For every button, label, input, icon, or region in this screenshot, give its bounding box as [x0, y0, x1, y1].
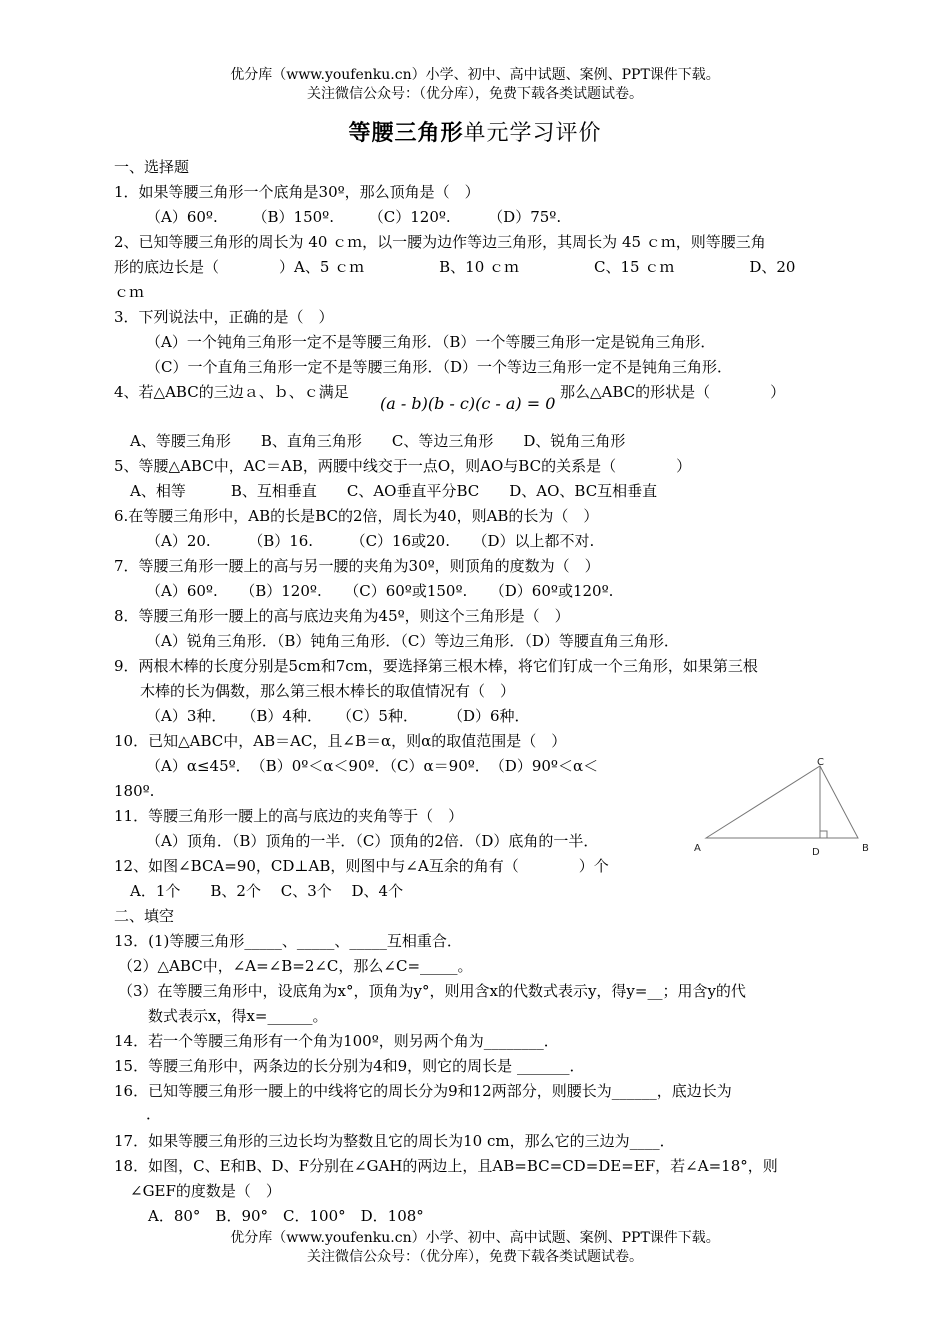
q10-options-wrap: 180º. — [114, 782, 155, 800]
header-line-2: 关注微信公众号：（优分库），免费下载各类试题试卷。 — [307, 86, 643, 102]
label-c: C — [817, 757, 824, 768]
q9-options: （A）3种． （B）4种． （C）5种． （D）6种． — [146, 707, 530, 725]
label-b: B — [862, 843, 869, 854]
q6: 6.在等腰三角形中，AB的长是BC的2倍，周长为40，则AB的长为（ ） — [114, 507, 599, 525]
q1-options: （A）60º. （B）150º. （C）120º. （D）75º. — [146, 208, 562, 226]
q13-3-line1: （3）在等腰三角形中，设底角为x°，顶角为y°，则用含x的代数式表示y，得y=__；用含y的代 — [118, 982, 746, 1000]
q2-line3: ｃｍ — [114, 283, 145, 301]
q5: 5、等腰△ABC中，AC＝AB，两腰中线交于一点O，则AO与BC的关系是（ ） — [114, 457, 692, 475]
q18-line1: 18．如图，C、E和B、D、F分别在∠GAH的两边上，且AB=BC=CD=DE=EF，若∠A=18°，则 — [114, 1157, 778, 1175]
triangle-abc — [706, 766, 858, 838]
page-title — [0, 116, 950, 147]
right-angle-mark — [820, 831, 827, 838]
q12-options: A．1个 B、2个 C、3个 D、4个 — [130, 882, 404, 900]
q9-line2: 木棒的长为偶数，那么第三根木棒长的取值情况有（ ） — [140, 682, 516, 700]
q13-1: 13．(1)等腰三角形_____、_____、_____互相重合． — [114, 932, 462, 950]
q1: 1．如果等腰三角形一个底角是30º，那么顶角是（ ） — [114, 183, 480, 201]
q16-line2: ． — [146, 1105, 162, 1123]
q16-line1: 16．已知等腰三角形一腰上的中线将它的周长分为9和12两部分，则腰长为______，底边长为 — [114, 1082, 732, 1100]
q13-2: （2）△ABC中，∠A=∠B=2∠C，那么∠C=_____。 — [118, 957, 473, 975]
header-line-1: 优分库（www.youfenku.cn）小学、初中、高中试题、案例、PPT课件下载。 — [230, 67, 720, 83]
q13-3-line2: 数式表示x，得x=______。 — [148, 1007, 328, 1025]
q11: 11．等腰三角形一腰上的高与底边的夹角等于（ ） — [114, 807, 464, 825]
q3: 3．下列说法中，正确的是（ ） — [114, 308, 334, 326]
triangle-figure — [690, 755, 880, 855]
q18-options: A．80° B．90° C．100° D．108° — [148, 1207, 424, 1225]
q4-stem: 4、若△ABC的三边ａ、ｂ、ｃ满足 — [114, 383, 349, 401]
q18-line2: ∠GEF的度数是（ ） — [130, 1182, 281, 1200]
label-a: A — [694, 843, 701, 854]
q8: 8．等腰三角形一腰上的高与底边夹角为45º，则这个三角形是（ ） — [114, 607, 570, 625]
q14: 14．若一个等腰三角形有一个角为100º，则另两个角为________． — [114, 1032, 559, 1050]
q9-line1: 9．两根木棒的长度分别是5cm和7cm，要选择第三根木棒，将它们钉成一个三角形，如果第三根 — [114, 657, 758, 675]
title-bold: 等腰三角形 — [348, 120, 464, 146]
q5-options: A、相等 B、互相垂直 C、AO垂直平分BC D、AO、BC互相垂直 — [130, 482, 658, 500]
q8-options: （A）锐角三角形．（B）钝角三角形．（C）等边三角形．（D）等腰直角三角形． — [146, 632, 679, 650]
q12: 12、如图∠BCA=90，CD⊥AB，则图中与∠A互余的角有（ ）个 — [114, 857, 609, 875]
q4-options: A、等腰三角形 B、直角三角形 C、等边三角形 D、锐角三角形 — [130, 432, 626, 450]
q4-tail: 那么△ABC的形状是（ ） — [560, 383, 786, 401]
q4-equation: (a - b)(b - c)(c - a) = 0 — [380, 394, 556, 413]
q17: 17．如果等腰三角形的三边长均为整数且它的周长为10 cm，那么它的三边为____． — [114, 1132, 675, 1150]
q7: 7．等腰三角形一腰上的高与另一腰的夹角为30º，则顶角的度数为（ ） — [114, 557, 600, 575]
section-fill: 二、填空 — [114, 907, 175, 925]
title-normal: 单元学习评价 — [463, 121, 602, 146]
q15: 15．等腰三角形中，两条边的长分别为4和9，则它的周长是 _______． — [114, 1057, 585, 1075]
section-choice: 一、选择题 — [114, 158, 190, 176]
q2-line2: 形的底边长是（ ）A、5 ｃｍ B、10 ｃｍ C、15 ｃｍ D、20 — [114, 258, 796, 276]
label-d: D — [812, 847, 820, 855]
q10-options: （A）α≤45º． （B）0º＜α＜90º．（C）α＝90º． （D）90º＜α＜ — [146, 757, 599, 775]
q7-options: （A）60º. （B）120º. （C）60º或150º. （D）60º或120º. — [146, 582, 614, 600]
q2-line1: 2、已知等腰三角形的周长为 40 ｃｍ，以一腰为边作等边三角形，其周长为 45 ｃｍ，则等腰三角 — [114, 233, 766, 251]
q3-options-cd: （C）一个直角三角形一定不是等腰三角形．（D）一个等边三角形一定不是钝角三角形． — [146, 358, 733, 376]
q10: 10．已知△ABC中，AB＝AC，且∠B＝α，则α的取值范围是（ ） — [114, 732, 567, 750]
q11-options: （A）顶角．（B）顶角的一半．（C）顶角的2倍．（D）底角的一半． — [146, 832, 599, 850]
footer-line-1: 优分库（www.youfenku.cn）小学、初中、高中试题、案例、PPT课件下载。 — [230, 1230, 720, 1246]
footer-line-2: 关注微信公众号：（优分库），免费下载各类试题试卷。 — [307, 1249, 643, 1265]
q3-options-ab: （A）一个钝角三角形一定不是等腰三角形．（B）一个等腰三角形一定是锐角三角形． — [146, 333, 716, 351]
q6-options: （A）20. （B）16. （C）16或20. （D）以上都不对. — [146, 532, 595, 550]
